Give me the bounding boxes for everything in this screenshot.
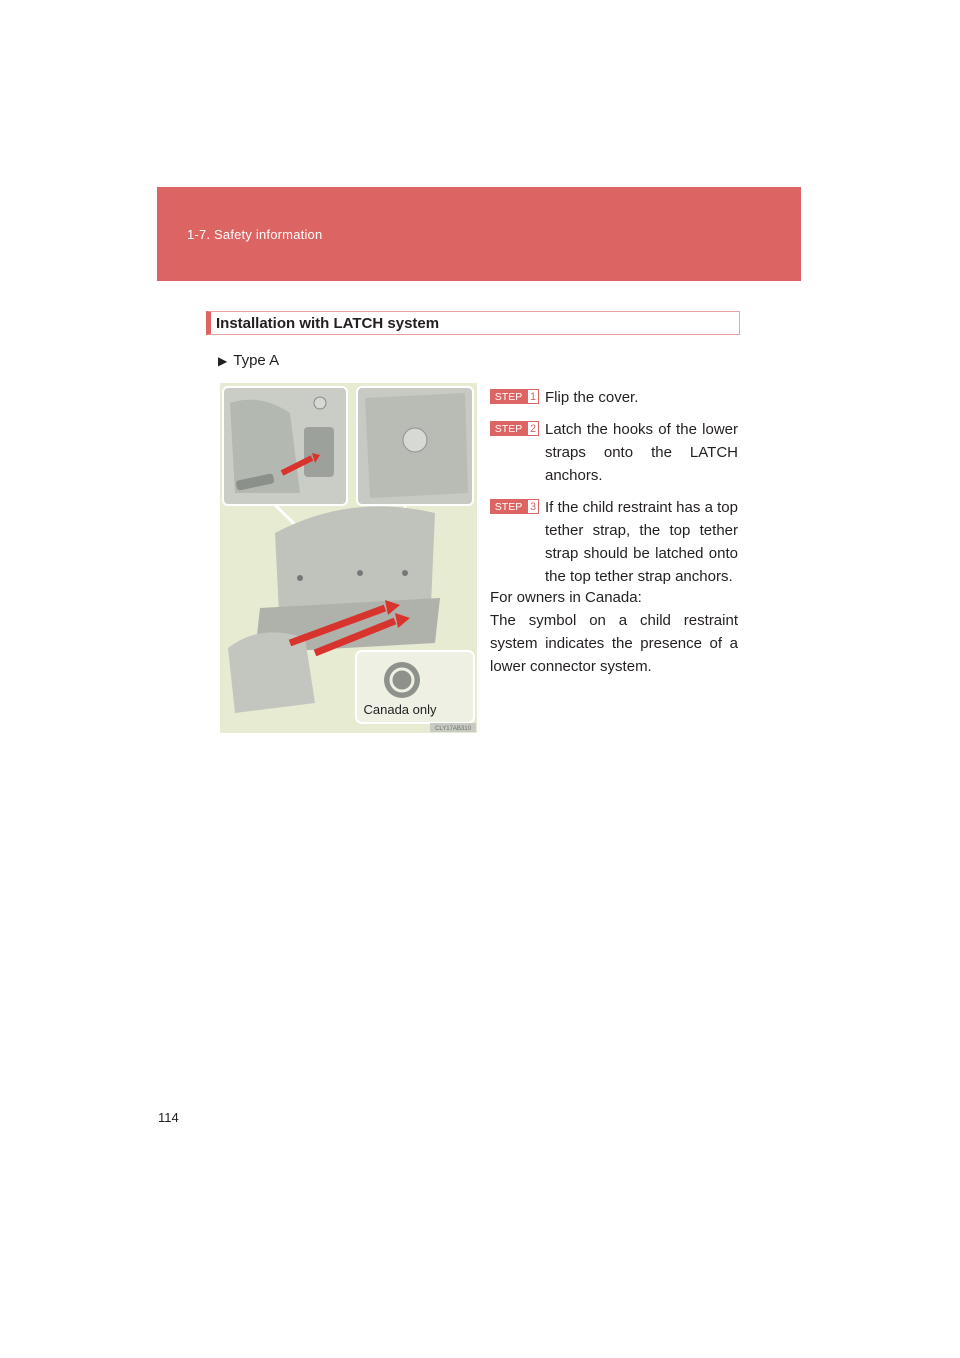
- step-badge-label: STEP: [490, 389, 527, 404]
- seat-anchor-dot-1: [297, 575, 303, 581]
- section-heading: [206, 311, 740, 335]
- step-badge-label: STEP: [490, 499, 527, 514]
- seat-anchor-dot-2: [357, 570, 363, 576]
- step-2: [490, 418, 738, 487]
- lower-connector-symbol-icon: [384, 662, 420, 698]
- canada-only-label: Canada only: [363, 702, 437, 717]
- inset-child-seat-icon: [403, 428, 427, 452]
- note-heading: For owners in Canada:: [490, 589, 642, 606]
- step-2-badge: [490, 421, 541, 436]
- type-label-text: Type A: [233, 352, 280, 369]
- step-3-badge: [490, 499, 541, 514]
- figure-code: CLY17AB310: [435, 726, 471, 732]
- latch-installation-illustration: [220, 383, 477, 733]
- triangle-bullet-icon: ▶: [218, 353, 228, 368]
- step-1-badge: [490, 389, 541, 404]
- step-1: [490, 386, 738, 409]
- illustration-svg: [220, 383, 477, 733]
- section-breadcrumb: 1-7. Safety information: [187, 227, 323, 242]
- child-restraint-seat: [228, 632, 315, 713]
- step-badge-number: 1: [527, 389, 539, 404]
- header-band: [157, 187, 801, 281]
- seat-anchor-dot-3: [402, 570, 408, 576]
- step-badge-number: 3: [527, 499, 539, 514]
- type-label: [218, 352, 279, 369]
- note-body: The symbol on a child restraint system indicates the presence of a lower connector system.: [490, 612, 738, 675]
- page-number: 114: [158, 1110, 179, 1125]
- step-3-text: If the child restraint has a top tether strap, the top tether strap should be latched onto the top tether strap anchors.: [545, 499, 738, 585]
- step-badge-number: 2: [527, 421, 539, 436]
- step-2-text: Latch the hooks of the lower straps onto the LATCH anchors.: [545, 421, 738, 484]
- step-badge-label: STEP: [490, 421, 527, 436]
- step-3: [490, 496, 738, 588]
- canada-note: [490, 586, 738, 678]
- steps-list: [490, 386, 738, 597]
- section-heading-text: Installation with LATCH system: [216, 314, 440, 332]
- inset-anchor-slot: [304, 427, 334, 477]
- inset-anchor-symbol-icon: [314, 397, 326, 409]
- step-1-text: Flip the cover.: [545, 389, 639, 406]
